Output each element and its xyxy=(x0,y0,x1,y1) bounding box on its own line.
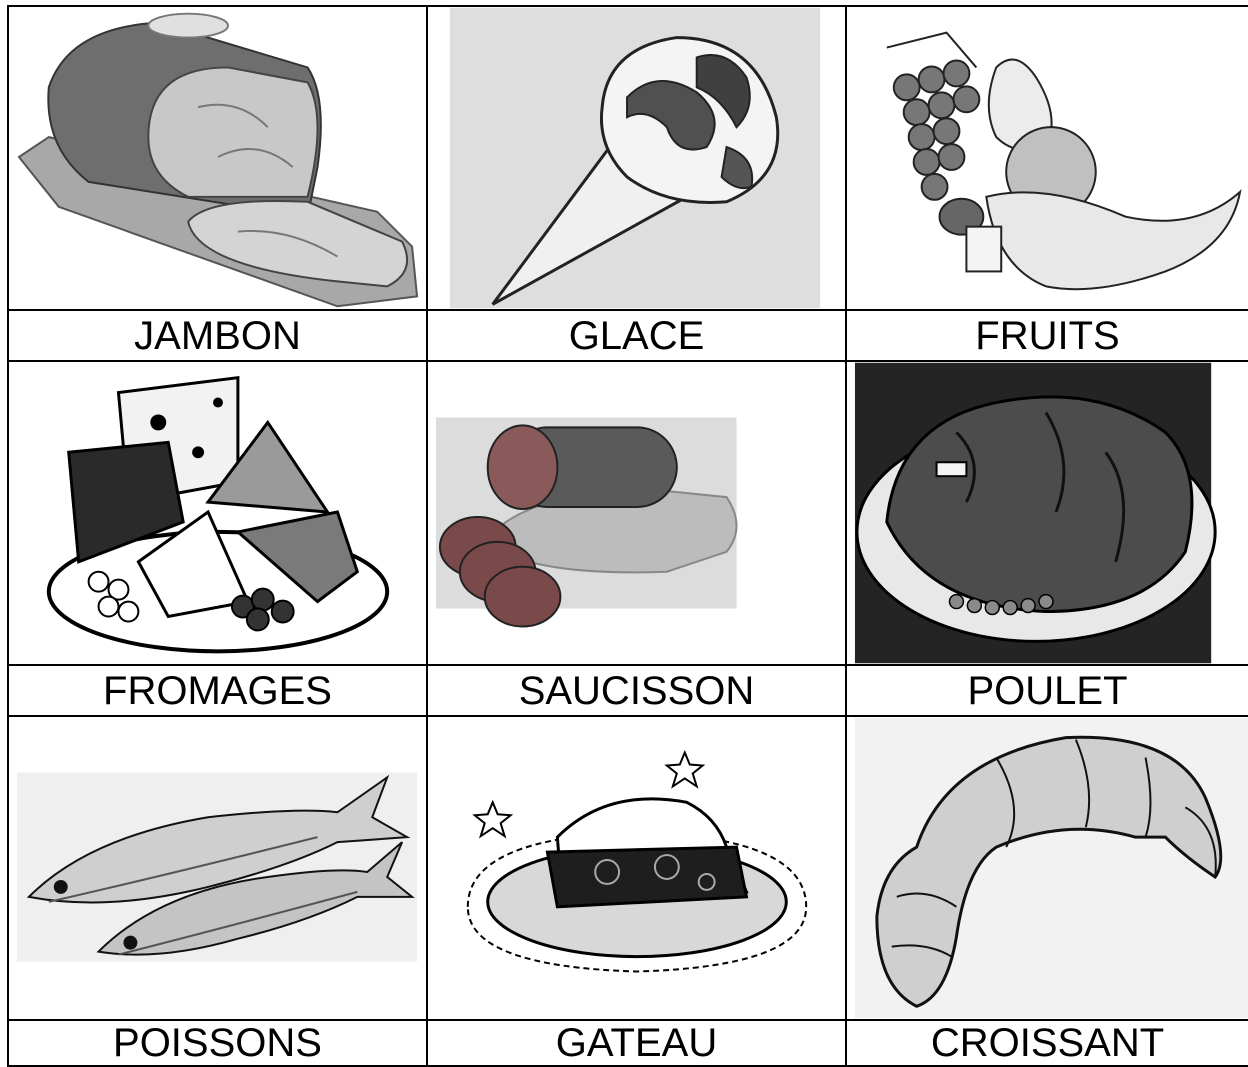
card-image-gateau xyxy=(427,716,846,1020)
image-row-1 xyxy=(8,6,1248,310)
card-image-glace xyxy=(427,6,846,310)
cheese-platter-icon xyxy=(9,362,426,664)
label-row-3 xyxy=(8,1020,1248,1066)
card-image-jambon xyxy=(8,6,427,310)
sausage-icon xyxy=(428,362,845,664)
label-row-1 xyxy=(8,310,1248,361)
croissant-icon xyxy=(847,717,1248,1019)
roast-chicken-icon xyxy=(847,362,1248,664)
fruit-basket-icon xyxy=(847,7,1248,309)
food-vocabulary-grid xyxy=(7,5,1248,1067)
card-label: POISSONS xyxy=(8,1020,427,1066)
card-label: CROISSANT xyxy=(846,1020,1248,1066)
fish-icon xyxy=(9,717,426,1019)
card-label: FRUITS xyxy=(846,310,1248,361)
card-label: POULET xyxy=(846,665,1248,716)
ham-icon xyxy=(9,7,426,309)
card-label: SAUCISSON xyxy=(427,665,846,716)
card-label: JAMBON xyxy=(8,310,427,361)
card-image-croissant xyxy=(846,716,1248,1020)
label-row-2 xyxy=(8,665,1248,716)
card-image-poulet xyxy=(846,361,1248,665)
image-row-3 xyxy=(8,716,1248,1020)
ice-cream-cone-icon xyxy=(428,7,845,309)
card-image-fruits xyxy=(846,6,1248,310)
card-image-poissons xyxy=(8,716,427,1020)
image-row-2 xyxy=(8,361,1248,665)
card-image-saucisson xyxy=(427,361,846,665)
cake-slice-icon xyxy=(428,717,845,1019)
card-label: FROMAGES xyxy=(8,665,427,716)
card-label: GLACE xyxy=(427,310,846,361)
card-image-fromages xyxy=(8,361,427,665)
card-label: GATEAU xyxy=(427,1020,846,1066)
